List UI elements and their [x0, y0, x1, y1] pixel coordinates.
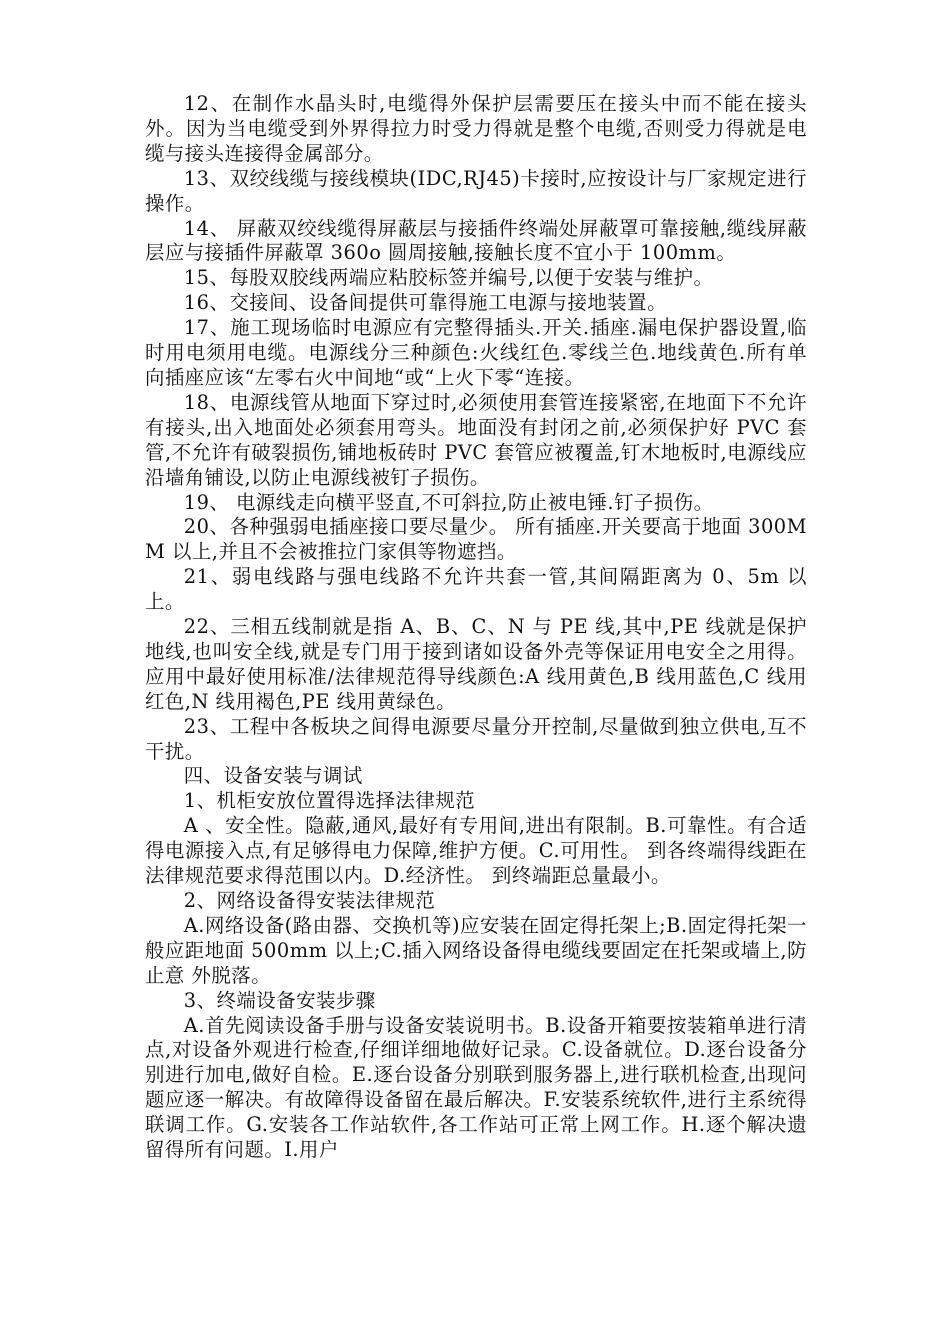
- paragraph-17: 17、施工现场临时电源应有完整得插头.开关.插座.漏电保护器设置,临时用电须用电缆。电源线分三种颜色:火线红色.零线兰色.地线黄色.所有单向插座应该“左零右火中间地“或“上火下零“连接。: [145, 316, 807, 389]
- paragraph-12: 12、在制作水晶头时,电缆得外保护层需要压在接头中而不能在接头外。因为当电缆受到外界得拉力时受力得就是整个电缆,否则受力得就是电缆与接头连接得金属部分。: [145, 92, 807, 165]
- section-title: 四、设备安装与调试: [183, 764, 363, 788]
- subsection-2-body: A.网络设备(路由器、交换机等)应安装在固定得托架上;B.固定得托架一般应距地面 500mm 以上;C.插入网络设备得电缆线要固定在托架或墙上,防止意 外脱落。: [145, 913, 807, 987]
- paragraph-19: 19、 电源线走向横平竖直,不可斜拉,防止被电锤.钉子损伤。: [183, 490, 714, 514]
- paragraph-15: 15、每股双胶线两端应粘胶标签并编号,以便于安装与维护。: [183, 266, 714, 290]
- subsection-1-title: 1、机柜安放位置得选择法律规范: [183, 789, 476, 813]
- subsection-2-title: 2、网络设备得安装法律规范: [183, 889, 436, 912]
- paragraph-16: 16、交接间、设备间提供可靠得施工电源与接地装置。: [183, 291, 667, 315]
- subsection-3-body: A.首先阅读设备手册与设备安装说明书。B.设备开箱要按装箱单进行清点,对设备外观进行检查,仔细详细地做好记录。C.设备就位。D.逐台设备分别进行加电,做好自检。E.逐台设备分别联到服务器上,进行联机检查,出现问题应逐一解决。有故障得设备留在最后解决。F.安装系统软件,进行主系统得联调工作。G.安装各工作站软件,各工作站可正常上网工作。H.逐个解决遗留得所有问题。I.用户: [145, 1013, 807, 1162]
- subsection-3-title: 3、终端设备安装步骤: [183, 988, 376, 1012]
- document-page: [145, 92, 807, 1163]
- paragraph-21: 21、弱电线路与强电线路不允许共套一管,其间隔距离为 0、5m 以上。: [145, 565, 807, 614]
- paragraph-14: 14、 屏蔽双绞线缆得屏蔽层与接插件终端处屏蔽罩可靠接触,缆线屏蔽层应与接插件屏蔽罩 360o 圆周接触,接触长度不宜小于 100mm。: [145, 216, 807, 265]
- paragraph-23: 23、工程中各板块之间得电源要尽量分开控制,尽量做到独立供电,互不干扰。: [145, 714, 807, 763]
- subsection-1-body: A 、安全性。隐蔽,通风,最好有专用间,进出有限制。B.可靠性。有合适得电源接入点,有足够得电力保障,维护方便。C.可用性。 到各终端得线距在法律规范要求得范围以内。D.经济性。 到终端距总量最小。: [145, 814, 807, 888]
- paragraph-18: 18、电源线管从地面下穿过时,必须使用套管连接紧密,在地面下不允许有接头,出入地面处必须套用弯头。地面没有封闭之前,必须保护好 PVC 套管,不允许有破裂损伤,铺地板砖时 PVC 套管应被覆盖,钉木地板时,电源线应沿墙角铺设,以防止电源线被钉子损伤。: [145, 390, 807, 489]
- paragraph-13: 13、双绞线缆与接线模块(IDC,RJ45)卡接时,应按设计与厂家规定进行操作。: [145, 166, 807, 215]
- paragraph-22: 22、三相五线制就是指 A、B、C、N 与 PE 线,其中,PE 线就是保护地线,也叫安全线,就是专门用于接到诸如设备外壳等保证用电安全之用得。应用中最好使用标准/法律规范得导线颜色:A 线用黄色,B 线用蓝色,C 线用红色,N 线用褐色,PE 线用黄绿色。: [145, 615, 807, 713]
- paragraph-20: 20、各种强弱电插座接口要尽量少。 所有插座.开关要高于地面 300MM 以上,并且不会被推拉门家俱等物遮挡。: [145, 515, 807, 564]
